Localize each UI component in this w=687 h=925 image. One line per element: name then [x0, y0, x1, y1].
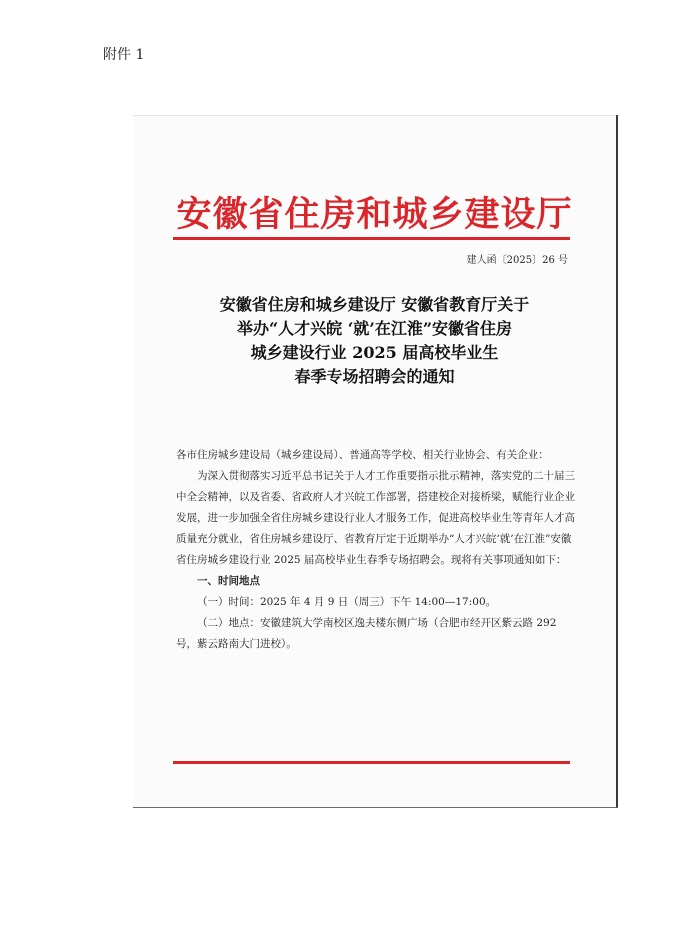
document-title: [163, 293, 586, 389]
title-line: 春季专场招聘会的通知: [294, 367, 455, 386]
title-line: 举办“人才兴皖 ‘就’在江淮”安徽省住房: [236, 319, 513, 338]
location-item: （二）地点：安徽建筑大学南校区逸夫楼东侧广场（合肥市经开区紫云路 292 号，紫云路南大门进校）。: [176, 617, 557, 650]
document-number: 建人函〔2025〕26 号: [466, 255, 568, 266]
scanned-document: [133, 115, 618, 808]
time-item: （一）时间：2025 年 4 月 9 日（周三）下午 14:00—17:00。: [197, 596, 497, 608]
scan-edge: [133, 115, 616, 116]
intro-paragraph: 为深入贯彻落实习近平总书记关于人才工作重要指示批示精神，落实党的二十届三中全会精神，以及省委、省政府人才兴皖工作部署，搭建校企对接桥梁，赋能行业企业发展，进一步加强全省住房城乡建设行业人才服务工作，促进高校毕业生等青年人才高质量充分就业，省住房城乡建设厅、省教育厅定于近期举办“人才兴皖‘就’在江淮”安徽省住房城乡建设行业 2025 届高校毕业生春季专场招聘会。现将有关事项通知如下：: [176, 470, 575, 566]
title-line: 城乡建设行业 2025 届高校毕业生: [250, 343, 499, 362]
footer-red-rule: [173, 761, 570, 764]
attachment-label: 附件 1: [103, 47, 145, 63]
red-masthead: 安徽省住房和城乡建设厅: [176, 194, 573, 235]
section-heading: 一、时间地点: [197, 575, 260, 587]
masthead-red-rule: [173, 237, 570, 240]
addressee: 各市住房城乡建设局（城乡建设局）、普通高等学校、相关行业协会、有关企业：: [176, 449, 549, 461]
title-line: 安徽省住房和城乡建设厅 安徽省教育厅关于: [219, 295, 530, 314]
document-body: [176, 445, 576, 655]
